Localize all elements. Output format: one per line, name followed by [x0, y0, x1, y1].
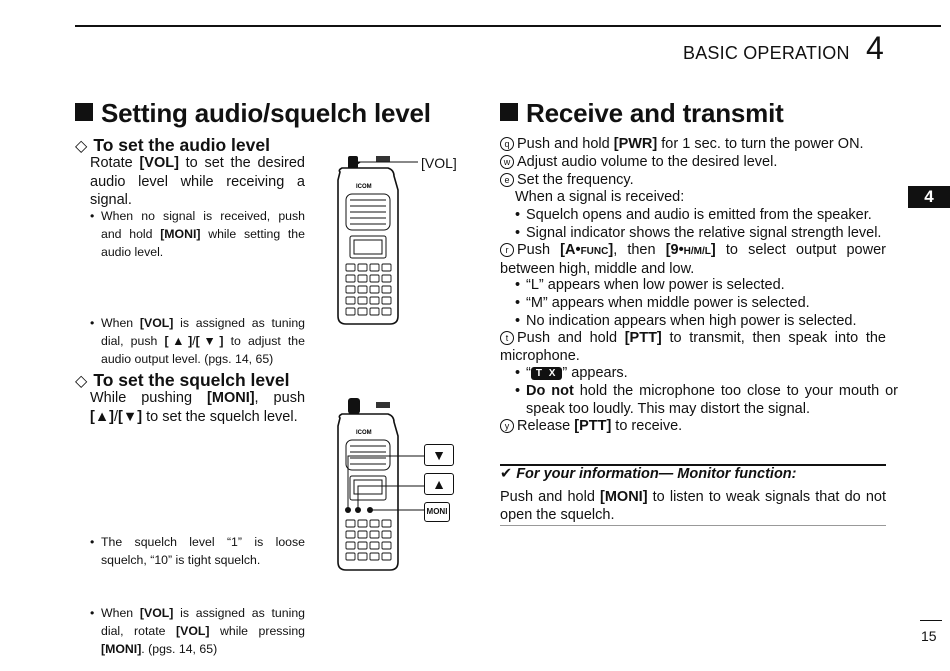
step-1: q Push and hold [PWR] for 1 sec. to turn the power ON.: [500, 136, 886, 154]
chapter-side-tab[interactable]: 4: [908, 186, 950, 208]
squelch-paragraph: While pushing [MONI], push [▲]/[▼] to set the squelch level.: [90, 390, 306, 425]
step-number-6: y: [500, 419, 514, 433]
chapter-number: 4: [866, 30, 884, 66]
audio-bullet-1: • When no signal is received, push and hold [MONI] while setting the audio level.: [90, 207, 305, 261]
step-number-3: e: [500, 173, 514, 187]
section-title-receive-transmit: Receive and transmit: [500, 98, 784, 129]
info-rule-bottom: [500, 525, 886, 526]
subheading-audio-level: ◇ To set the audio level: [75, 135, 270, 155]
step-4: r Push [A•FUNC], then [9•H/M/L] to select output power between high, middle and low.: [500, 242, 886, 277]
step-5-bullet-2: • Do not hold the microphone too close to your mouth or speak too loudly. This may distort the signal.: [515, 383, 898, 419]
step-6: y Release [PTT] to receive.: [500, 418, 886, 436]
info-title: ✔ For your information— Monitor function:: [500, 466, 797, 482]
step-4-bullet-2: • “M” appears when middle power is selected.: [515, 295, 898, 313]
chapter-label: BASIC OPERATION: [683, 43, 850, 63]
page-number: 15: [921, 628, 937, 644]
top-rule: [75, 25, 941, 27]
key-down-icon: ▼: [424, 444, 454, 466]
step-2: w Adjust audio volume to the desired level.: [500, 154, 886, 172]
radio-brand: ICOM: [356, 184, 372, 190]
diamond-icon: ◇: [75, 138, 88, 155]
step-3-bullet-2: • Signal indicator shows the relative signal strength level.: [515, 225, 898, 243]
square-bullet-icon: [500, 103, 518, 121]
square-bullet-icon: [75, 103, 93, 121]
info-body: Push and hold [MONI] to listen to weak signals that do not open the squelch.: [500, 489, 886, 523]
subheading-squelch-level: ◇ To set the squelch level: [75, 370, 290, 390]
check-icon: ✔: [500, 466, 513, 482]
tx-indicator-icon: T X: [531, 367, 563, 380]
step-3-bullet-1: • Squelch opens and audio is emitted from the speaker.: [515, 207, 898, 225]
radio-illustration-vol: [328, 150, 463, 330]
step-3-sub: When a signal is received:: [515, 189, 685, 205]
audio-paragraph: Rotate [VOL] to set the desired audio level while receiving a signal.: [90, 155, 305, 208]
squelch-bullet-2: • When [VOL] is assigned as tuning dial, rotate [VOL] while pressing [MONI]. (pgs. 14, 65): [90, 604, 305, 658]
radio-brand: ICOM: [356, 430, 372, 436]
diamond-icon: ◇: [75, 373, 88, 390]
squelch-bullet-1: • The squelch level “1” is loose squelch, “10” is tight squelch.: [90, 533, 305, 569]
step-number-4: r: [500, 243, 514, 257]
footer-rule: [920, 620, 942, 621]
step-4-bullet-3: • No indication appears when high power is selected.: [515, 313, 898, 331]
step-3: e Set the frequency.: [500, 172, 886, 190]
step-number-2: w: [500, 155, 514, 169]
key-moni-label: MONI: [424, 502, 450, 522]
step-5: t Push and hold [PTT] to transmit, then speak into the microphone.: [500, 330, 886, 364]
callout-vol: [VOL]: [421, 155, 457, 171]
step-4-bullet-1: • “L” appears when low power is selected.: [515, 277, 898, 295]
audio-bullet-2: • When [VOL] is assigned as tuning dial, push [▲]/[▼] to adjust the audio output level. (pgs. 14, 65): [90, 314, 305, 368]
section-title-audio-squelch: Setting audio/squelch level: [75, 98, 431, 129]
step-number-1: q: [500, 137, 514, 151]
step-number-5: t: [500, 331, 514, 345]
step-5-bullet-1: • “ T X ” appears.: [515, 365, 898, 383]
key-up-icon: ▲: [424, 473, 454, 495]
